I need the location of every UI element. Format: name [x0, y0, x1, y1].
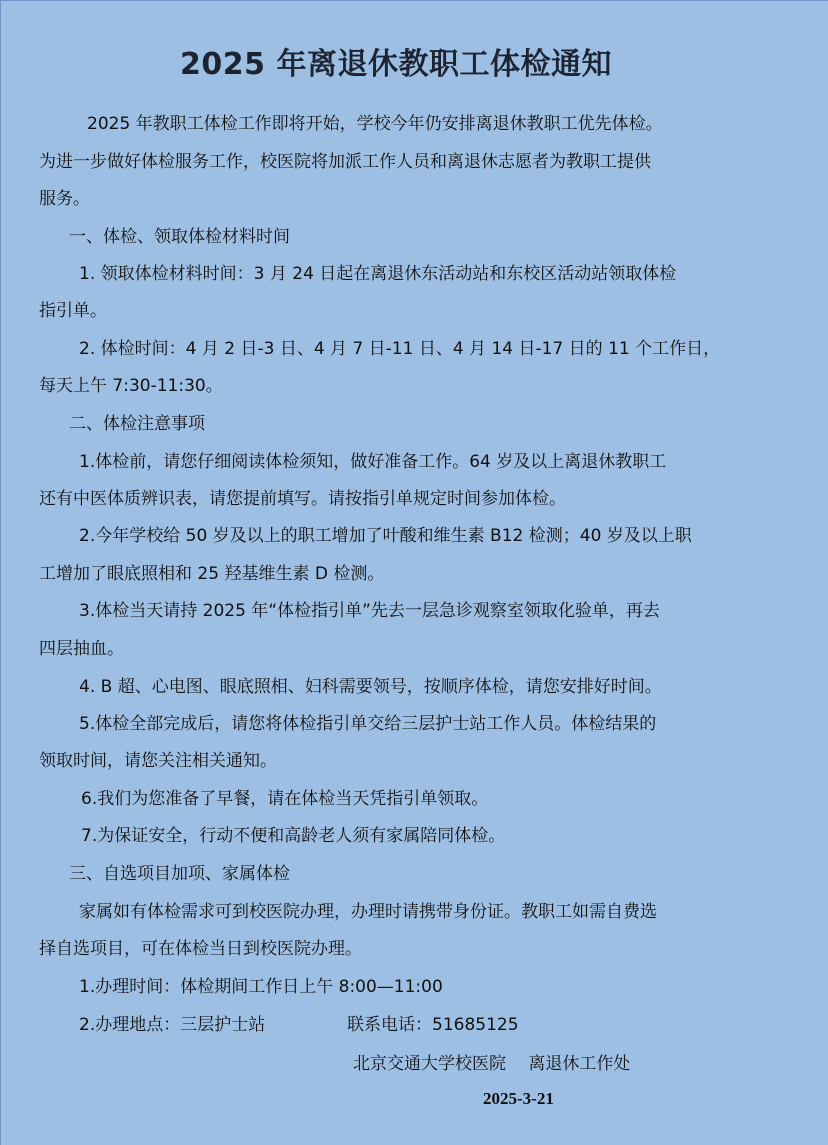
s2-item6-line1: 6.我们为您准备了早餐，请在体检当天凭指引单领取。 — [81, 789, 489, 809]
section-2-heading: 二、体检注意事项 — [69, 414, 205, 434]
s2-item3-line1: 3.体检当天请持 2025 年“体检指引单”先去一层急诊观察室领取化验单，再去 — [79, 601, 660, 621]
s3-para-line2: 择自选项目，可在体检当日到校医院办理。 — [39, 939, 362, 959]
s1-item1-line1: 1. 领取体检材料时间：3 月 24 日起在离退休东活动站和东校区活动站领取体检 — [79, 264, 677, 284]
page-title: 2025 年离退休教职工体检通知 — [180, 47, 612, 82]
s1-item2-line2: 每天上午 7:30-11:30。 — [39, 376, 223, 396]
signature: 北京交通大学校医院 离退休工作处 — [353, 1054, 631, 1074]
section-3-heading: 三、自选项目加项、家属体检 — [69, 864, 290, 884]
intro-line-3: 服务。 — [39, 189, 90, 209]
s2-item3-line2: 四层抽血。 — [39, 639, 124, 659]
notice-date: 2025-3-21 — [483, 1089, 554, 1108]
s3-item1: 1.办理时间：体检期间工作日上午 8:00—11:00 — [79, 977, 443, 997]
s2-item5-line1: 5.体检全部完成后，请您将体检指引单交给三层护士站工作人员。体检结果的 — [79, 714, 657, 734]
intro-line-1: 2025 年教职工体检工作即将开始，学校今年仍安排离退休教职工优先体检。 — [87, 114, 663, 134]
s2-item4-line1: 4. B 超、心电图、眼底照相、妇科需要领号，按顺序体检，请您安排好时间。 — [79, 677, 662, 697]
s2-item1-line2: 还有中医体质辨识表，请您提前填写。请按指引单规定时间参加体检。 — [39, 489, 566, 509]
s2-item2-line2: 工增加了眼底照相和 25 羟基维生素 D 检测。 — [39, 564, 385, 584]
s2-item7-line1: 7.为保证安全，行动不便和高龄老人须有家属陪同体检。 — [81, 826, 506, 846]
s2-item1-line1: 1.体检前，请您仔细阅读体检须知，做好准备工作。64 岁及以上离退休教职工 — [79, 452, 667, 472]
s3-item2-phone: 联系电话：51685125 — [347, 1015, 519, 1035]
s1-item2-line1: 2. 体检时间：4 月 2 日-3 日、4 月 7 日-11 日、4 月 14 日-17 日的 11 个工作日， — [79, 339, 721, 359]
s3-item2-place: 2.办理地点：三层护士站 — [79, 1015, 266, 1035]
intro-line-2: 为进一步做好体检服务工作，校医院将加派工作人员和离退休志愿者为教职工提供 — [39, 152, 651, 172]
s2-item2-line1: 2.今年学校给 50 岁及以上的职工增加了叶酸和维生素 B12 检测；40 岁及以上职 — [79, 526, 692, 546]
section-1-heading: 一、体检、领取体检材料时间 — [69, 227, 290, 247]
s1-item1-line2: 指引单。 — [39, 301, 107, 321]
s2-item5-line2: 领取时间，请您关注相关通知。 — [39, 751, 277, 771]
s3-para-line1: 家属如有体检需求可到校医院办理，办理时请携带身份证。教职工如需自费选 — [79, 902, 657, 922]
